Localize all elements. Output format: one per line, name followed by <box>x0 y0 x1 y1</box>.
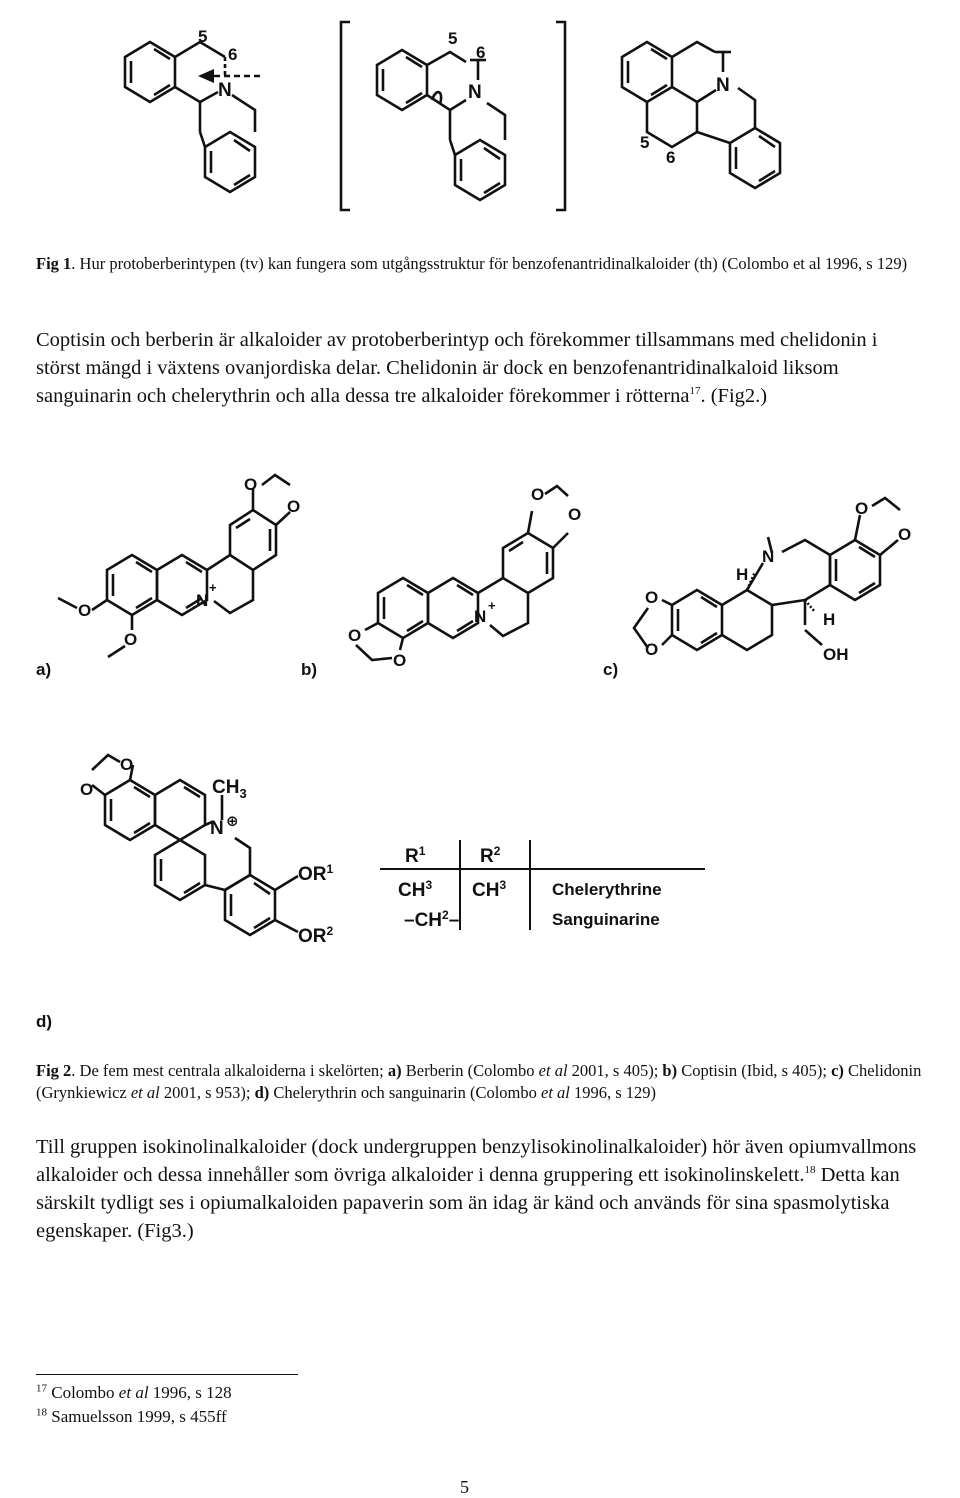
footnote-ref-17[interactable]: 17 <box>689 385 701 398</box>
fig2-coptisine <box>356 486 568 660</box>
fig2-caption-d: d) <box>254 1083 270 1102</box>
fig2-label-b: b) <box>301 660 318 679</box>
fig2-table-row2-r: $-CH^2-$ <box>404 908 460 931</box>
fig2-a-o4: O <box>124 630 138 649</box>
footnote-17 <box>36 1381 232 1405</box>
fig2-caption-b: b) <box>662 1061 678 1080</box>
fig1-right-molecule <box>622 42 780 188</box>
fig2-table-row1-r1: $CH^3$ <box>398 878 433 901</box>
fig1-left-atom-n: N <box>218 80 232 101</box>
fig2-c-n: N <box>762 547 775 566</box>
fig1-right-label-6: 6 <box>666 148 676 167</box>
fig2-benzophenanthridine <box>92 755 298 935</box>
fig2-table-header-r1: $R^1$ <box>405 844 426 867</box>
fig2-a-o3: O <box>78 601 92 620</box>
fig2-caption-t7: Chelerythrin och sanguinarin (Colombo <box>269 1083 542 1102</box>
fig2-c-oh: OH <box>823 645 849 664</box>
paragraph-2-text: Till gruppen isokinolinalkaloider (dock undergruppen benzylisokinolinalkaloider) hör även opiumvallmons alkaloider och dessa innehåller som övriga alkaloider i denna gruppering ett isokinolinskelett. <box>36 1136 917 1186</box>
fig1-middle-label-5: 5 <box>448 29 458 48</box>
fig1-left-molecule <box>125 42 262 192</box>
fig2-b-plus: + <box>488 598 496 613</box>
fig2-a-o1: O <box>244 475 258 494</box>
fig2-chelidonine <box>634 498 900 650</box>
fig1-middle-atom-n: N <box>468 82 482 103</box>
fig1-caption <box>36 253 926 275</box>
fig2-c-o1: O <box>855 499 869 518</box>
fig2-a-o2: O <box>287 497 301 516</box>
fig1-bracket-right <box>556 22 565 210</box>
fig2-c-o4: O <box>645 640 659 659</box>
fig2-d-or1: $OR^1$ <box>298 862 334 885</box>
footnote-17-number: 17 <box>36 1382 47 1395</box>
page-number: 5 <box>460 1477 469 1497</box>
fig2-d-ch3: $CH_3$ <box>212 777 247 801</box>
fig2-b-o1: O <box>531 485 545 504</box>
fig2-b-n: N <box>474 607 487 626</box>
fig2-d-n: N <box>210 818 224 839</box>
footnote-17-text-b: 1996, s 128 <box>148 1383 232 1402</box>
fig2-caption <box>36 1060 926 1104</box>
fig1-left-label-5: 5 <box>198 27 208 46</box>
fig1-right-atom-n: N <box>716 75 730 96</box>
footnote-separator <box>36 1374 298 1375</box>
paragraph-1 <box>36 326 916 410</box>
fig2-d-circle-plus: ⊕ <box>226 813 239 830</box>
fig2-d-or2: $OR^2$ <box>298 924 334 947</box>
fig2-b-o4: O <box>393 651 407 670</box>
paragraph-1-tail: . (Fig2.) <box>700 385 768 407</box>
fig2-table-header-r2: $R^2$ <box>480 844 501 867</box>
fig2-b-o2: O <box>568 505 582 524</box>
fig2-table-row2-name: Sanguinarine <box>552 910 660 929</box>
footnote-ref-18[interactable]: 18 <box>804 1164 816 1177</box>
fig2-b-o3: O <box>348 626 362 645</box>
paragraph-2 <box>36 1133 926 1245</box>
fig2-berberine <box>58 475 290 657</box>
fig2-label-d: d) <box>36 1012 53 1031</box>
fig2-caption-label: Fig 2 <box>36 1061 72 1080</box>
fig2-label-a: a) <box>36 660 52 679</box>
footnote-17-text-a: Colombo <box>47 1383 119 1402</box>
paragraph-2-tail: Detta kan särskilt tydligt ses i opiumalkaloiden papaverin som än idag är känd och används för sina spasmolytiska egenskaper. (Fig3.) <box>36 1164 900 1242</box>
footnote-17-italic: et al <box>118 1383 149 1402</box>
fig2-caption-etal2: et al <box>130 1083 160 1102</box>
fig2-caption-a: a) <box>387 1061 402 1080</box>
paragraph-1-text: Coptisin och berberin är alkaloider av protoberberintyp och förekommer tillsammans med chelidonin i störst mängd i växtens ovanjordiska delar. Chelidonin är dock en benzofenantridinalkaloid liksom sanguinarin och chelerythrin och alla dessa tre alkaloider förekommer i rötterna <box>36 329 878 407</box>
fig1-bracket-left <box>341 22 350 210</box>
fig2-caption-etal3: et al <box>541 1083 570 1102</box>
footnote-18-text-a: Samuelsson 1999, s 455ff <box>47 1407 227 1426</box>
fig1-middle-label-6: 6 <box>476 43 486 62</box>
fig2-caption-c: c) <box>831 1061 844 1080</box>
fig2-caption-t1: . De fem mest centrala alkaloiderna i skelörten; <box>71 1061 388 1080</box>
fig1-middle-molecule <box>377 50 505 200</box>
fig1-caption-label: Fig 1 <box>36 254 72 273</box>
fig2-caption-t2: Berberin (Colombo <box>401 1061 539 1080</box>
fig2-d-o1: O <box>120 755 134 774</box>
fig2-caption-t3: 2001, s 405); <box>567 1061 663 1080</box>
fig2-c-o3: O <box>645 588 659 607</box>
fig2-c-o2: O <box>898 525 912 544</box>
fig2-caption-etal1: et al <box>538 1061 568 1080</box>
fig1-structures <box>0 0 960 230</box>
footnote-18-number: 18 <box>36 1406 47 1419</box>
fig2-caption-t5: Chelidonin (Grynkiewicz <box>36 1061 922 1102</box>
fig2-caption-t4: Coptisin (Ibid, s 405); <box>677 1061 832 1080</box>
fig2-a-plus: + <box>209 580 217 595</box>
fig2-label-c: c) <box>603 660 619 679</box>
fig1-right-label-5: 5 <box>640 133 650 152</box>
fig1-caption-text: . Hur protoberberintypen (tv) kan fungera som utgångsstruktur för benzofenantridinalkaloider (th) (Colombo et al 1996, s 129) <box>71 254 908 273</box>
fig2-structures <box>0 460 960 1020</box>
fig2-c-h1: H <box>736 565 749 584</box>
fig2-caption-t6: 2001, s 953); <box>159 1083 255 1102</box>
fig2-caption-t8: 1996, s 129) <box>569 1083 657 1102</box>
fig1-left-label-6: 6 <box>228 45 238 64</box>
fig2-d-o2: O <box>80 780 94 799</box>
fig2-table-row1-name: Chelerythrine <box>552 880 662 899</box>
fig2-a-n: N <box>196 591 209 610</box>
fig2-table-row1-r2: $CH^3$ <box>472 878 507 901</box>
footnote-18 <box>36 1405 227 1429</box>
fig2-c-h2: H <box>823 610 836 629</box>
